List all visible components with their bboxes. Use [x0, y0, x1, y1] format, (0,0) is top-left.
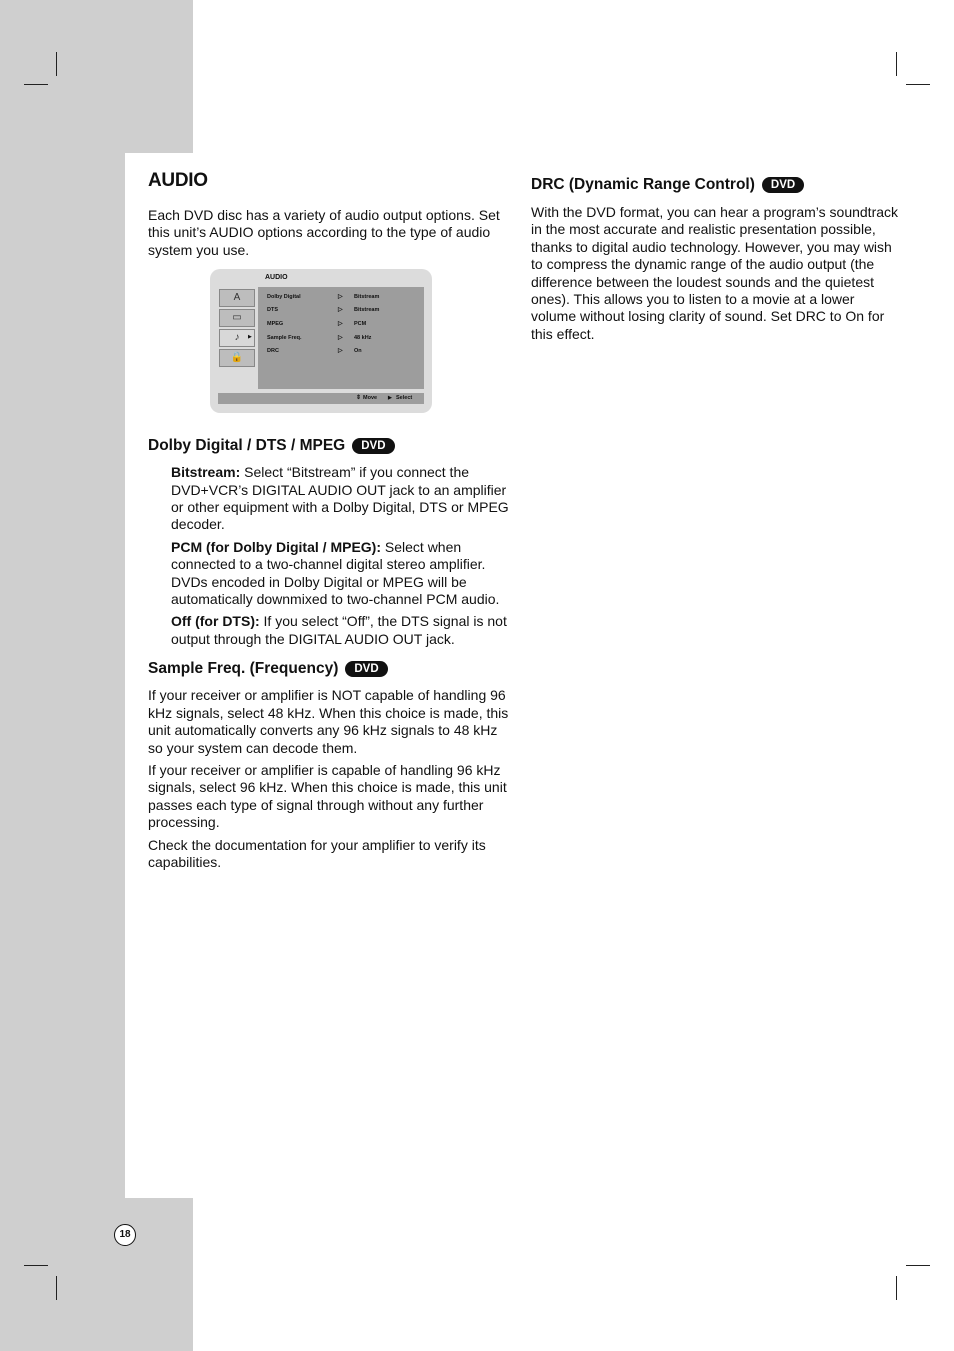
row-label: MPEG [267, 321, 284, 327]
audio-intro: Each DVD disc has a variety of audio output options. Set this unit’s AUDIO options according to the type of audio system you use. [148, 207, 500, 258]
footer-select: Select [396, 395, 413, 401]
pcm-label: PCM (for Dolby Digital / MPEG): [171, 538, 381, 555]
bitstream-label: Bitstream: [171, 464, 241, 481]
arrow-right-icon: ▷ [338, 321, 343, 327]
menu-row-dolby[interactable] [258, 291, 424, 303]
menu-title: AUDIO [265, 274, 288, 281]
margin-block-side [0, 153, 125, 1198]
off-text: If you select “Off”, the DTS signal is not output through the DIGITAL AUDIO OUT jack. [171, 613, 507, 647]
audio-icon: ♪ [219, 329, 255, 347]
row-value: 48 kHz [354, 335, 372, 341]
row-value: Bitstream [354, 307, 380, 313]
arrow-right-icon: ▷ [338, 307, 343, 313]
selected-arrow-icon: ▶ [248, 334, 252, 340]
heading-sample-freq [148, 660, 516, 678]
pcm-text: Select when connected to a two-channel digital stereo amplifier. DVDs encoded in Dolby Digital or MPEG will be automatically downmixed to two-channel PCM audio. [171, 538, 500, 608]
sample-paragraph-2: If your receiver or amplifier is capable of handling 96 kHz signals, select 96 kHz. When this choice is made, this unit passes each type of signal through without any further processing. [148, 761, 507, 831]
margin-block-bottom [0, 1198, 193, 1351]
play-icon: ▶ [388, 395, 392, 401]
section-title-audio: AUDIO [148, 170, 208, 191]
heading-sample-text: Sample Freq. (Frequency) [148, 660, 339, 678]
row-label: DTS [267, 307, 278, 313]
page-number: 18 [114, 1224, 136, 1246]
arrow-right-icon: ▷ [338, 294, 343, 300]
heading-drc [531, 176, 903, 194]
menu-row-drc[interactable] [258, 345, 424, 357]
audio-menu-screen [210, 269, 432, 413]
lock-icon: 🔒 [219, 349, 255, 367]
row-value: Bitstream [354, 294, 380, 300]
arrow-right-icon: ▷ [338, 335, 343, 341]
dvd-badge: DVD [762, 177, 804, 193]
row-label: Dolby Digital [267, 294, 301, 300]
menu-footer [218, 393, 424, 404]
off-label: Off (for DTS): [171, 613, 260, 630]
menu-panel [258, 287, 424, 389]
heading-dolby-text: Dolby Digital / DTS / MPEG [148, 437, 346, 455]
row-label: DRC [267, 348, 279, 354]
menu-row-mpeg[interactable] [258, 318, 424, 330]
heading-drc-text: DRC (Dynamic Range Control) [531, 176, 755, 193]
dvd-badge: DVD [345, 661, 387, 677]
language-icon: A [219, 289, 255, 307]
up-down-icon: ⇕ [356, 395, 362, 401]
menu-row-sample-freq[interactable] [258, 332, 424, 344]
menu-row-dts[interactable] [258, 304, 424, 316]
row-value: PCM [354, 321, 367, 327]
margin-block-top [0, 0, 193, 153]
heading-dolby-dts-mpeg [148, 437, 516, 455]
sample-paragraph-3: Check the documentation for your amplifier to verify its capabilities. [148, 836, 486, 870]
row-value: On [354, 348, 362, 354]
pcm-paragraph [148, 539, 516, 609]
bitstream-text: Select “Bitstream” if you connect the DVD+VCR’s DIGITAL AUDIO OUT jack to an amplifier or other equipment with a Dolby Digital, DTS or MPEG decoder. [171, 464, 509, 533]
display-icon: ▭ [219, 309, 255, 327]
dvd-badge: DVD [352, 438, 394, 454]
drc-paragraph: With the DVD format, you can hear a program’s soundtrack in the most accurate and realistic presentation possible, thanks to digital audio technology. However, you may wish to compress the dynamic range of the audio output (the difference between the loudest sounds and the quietest ones). This allows you to listen to a movie at a lower volume without losing clarity of sound. Set DRC to On for this effect. [531, 204, 899, 342]
bitstream-paragraph [148, 464, 516, 534]
row-label: Sample Freq. [267, 335, 302, 341]
right-column [531, 170, 903, 343]
arrow-right-icon: ▷ [338, 348, 343, 354]
footer-move: Move [363, 395, 378, 401]
sample-paragraph-1: If your receiver or amplifier is NOT capable of handling 96 kHz signals, select 48 kHz. When this choice is made, this unit automatically converts any 96 kHz signals to 48 kHz so your system can decode them. [148, 687, 509, 756]
off-paragraph [148, 613, 516, 648]
